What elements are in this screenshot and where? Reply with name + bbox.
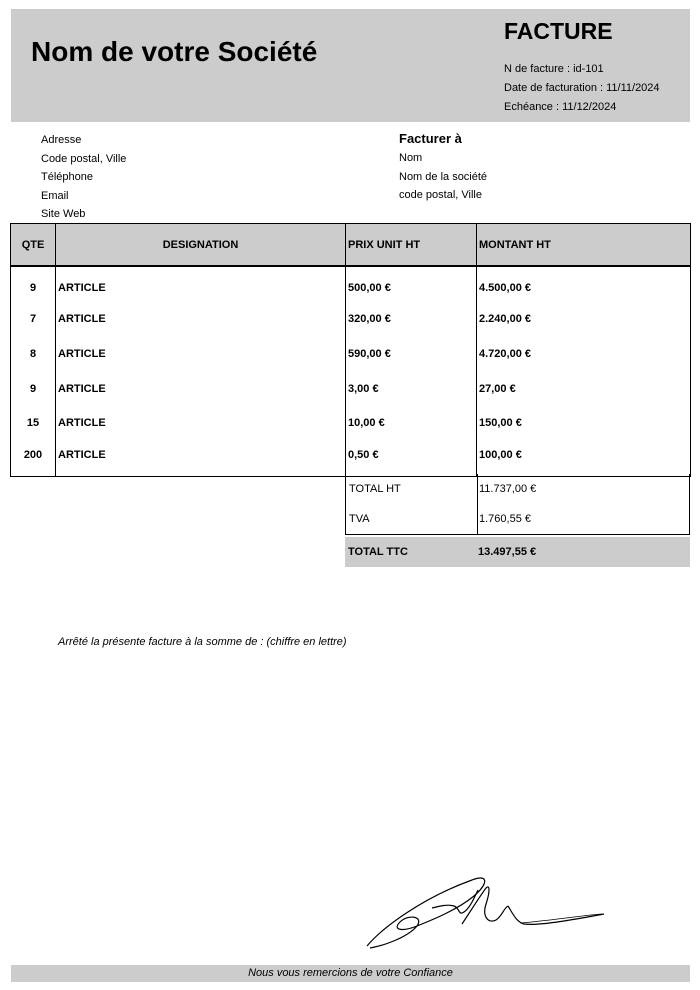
cell-amount: 100,00 € [477, 441, 691, 477]
total-ht-label: TOTAL HT [349, 483, 401, 495]
cell-unit-price: 10,00 € [346, 406, 477, 441]
cell-unit-price: 0,50 € [346, 441, 477, 477]
cell-amount: 2.240,00 € [477, 302, 691, 337]
col-header-qty: QTE [11, 224, 56, 267]
tva-value: 1.760,55 € [479, 513, 531, 525]
cell-designation: ARTICLE [56, 371, 346, 406]
cell-designation: ARTICLE [56, 406, 346, 441]
totals-box [345, 474, 690, 535]
bill-to-company: Nom de la société [399, 171, 488, 183]
tva-label: TVA [349, 513, 370, 525]
cell-designation: ARTICLE [56, 302, 346, 337]
table-header-row [11, 224, 691, 267]
sender-phone: Téléphone [41, 171, 93, 183]
cell-amount: 150,00 € [477, 406, 691, 441]
footer-thanks: Nous vous remercions de votre Confiance [11, 965, 690, 982]
table-row [11, 406, 691, 441]
table-row [11, 441, 691, 477]
total-ht-row [346, 474, 689, 504]
total-ttc-label: TOTAL TTC [348, 546, 408, 558]
cell-designation: ARTICLE [56, 337, 346, 372]
cell-amount: 4.500,00 € [477, 266, 691, 302]
cell-qty: 9 [11, 266, 56, 302]
total-ht-value: 11.737,00 € [479, 483, 537, 495]
tva-row [346, 504, 689, 534]
table-row [11, 266, 691, 302]
table-row [11, 302, 691, 337]
sender-address: Adresse [41, 134, 82, 146]
invoice-title: FACTURE [504, 18, 613, 44]
items-table [10, 223, 691, 477]
bill-to-title: Facturer à [399, 131, 462, 146]
due-date: Echéance : 11/12/2024 [504, 101, 617, 113]
signature [362, 868, 608, 950]
table-row [11, 371, 691, 406]
cell-qty: 7 [11, 302, 56, 337]
cell-designation: ARTICLE [56, 441, 346, 477]
billing-date: Date de facturation : 11/11/2024 [504, 82, 660, 94]
sender-email: Email [41, 190, 69, 202]
cell-qty: 15 [11, 406, 56, 441]
bill-to-name: Nom [399, 152, 423, 164]
cell-unit-price: 500,00 € [346, 266, 477, 302]
cell-amount: 27,00 € [477, 371, 691, 406]
sender-postal: Code postal, Ville [41, 153, 127, 165]
cell-qty: 9 [11, 371, 56, 406]
cell-amount: 4.720,00 € [477, 337, 691, 372]
cell-unit-price: 320,00 € [346, 302, 477, 337]
sender-website: Site Web [41, 208, 86, 220]
company-name: Nom de votre Société [31, 36, 318, 67]
bill-to-postal: code postal, Ville [399, 189, 482, 201]
total-ttc-value: 13.497,55 € [478, 546, 537, 558]
cell-designation: ARTICLE [56, 266, 346, 302]
cell-qty: 8 [11, 337, 56, 372]
amount-in-words: Arrêté la présente facture à la somme de : (chiffre en lettre) [58, 636, 347, 648]
col-header-amount: MONTANT HT [477, 224, 691, 267]
totals-block [345, 474, 690, 567]
cell-unit-price: 590,00 € [346, 337, 477, 372]
total-ttc-row [345, 537, 690, 567]
table-row [11, 337, 691, 372]
invoice-number: N de facture : id-101 [504, 63, 604, 75]
cell-qty: 200 [11, 441, 56, 477]
cell-unit-price: 3,00 € [346, 371, 477, 406]
col-header-unit-price: PRIX UNIT HT [346, 224, 477, 267]
col-header-designation: DESIGNATION [56, 224, 346, 267]
